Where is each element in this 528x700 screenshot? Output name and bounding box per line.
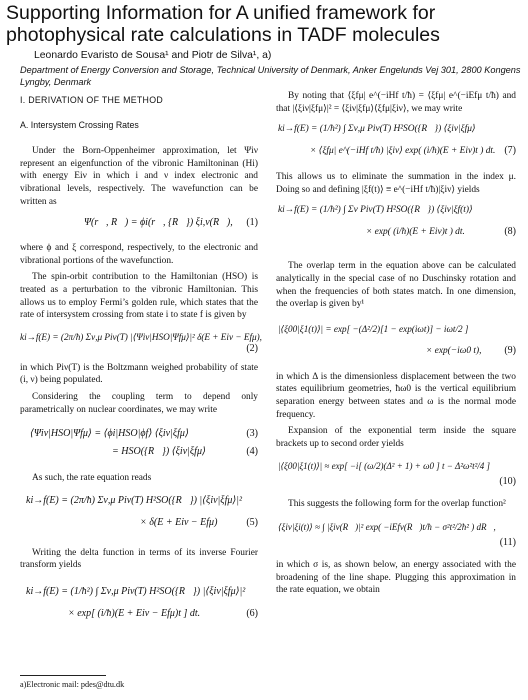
equation-number: (3) (246, 428, 258, 440)
equation-number: (9) (504, 344, 516, 356)
paper-title: Supporting Information for A unified framework for photophysical rate calculations in TADF molecules (6, 2, 440, 46)
paragraph: Writing the delta function in terms of its inverse Fourier transform yields (20, 547, 258, 571)
equation-number: (5) (246, 516, 258, 528)
equation-body: ki→f(E) = (1/ħ²) ∫ Σν Piν(T) H²SO({R⃗}) ⟨ξiν|ξf(t)⟩ (278, 205, 473, 216)
equation-body: × exp(−iω0 t), (426, 345, 482, 356)
paragraph: The overlap term in the equation above can be calculated analytically in the special case of no Duschinsky rotation and when the frequencies of both states match. In one dimension, the overlap is given by¹ (276, 261, 516, 310)
paragraph: Expansion of the exponential term inside the square brackets up to second order yields (276, 426, 516, 449)
equation-number: (2) (246, 342, 258, 354)
equation-body: = HSO({R⃗}) ⟨ξiν|ξfμ⟩ (112, 446, 206, 458)
left-column (20, 90, 262, 634)
equation-number: (8) (504, 226, 516, 238)
affiliation: Department of Energy Conversion and Storage, Technical University of Denmark, Anker Engelunds Vej 301, 2800 Kongens Lyngby, Denmark (20, 65, 521, 87)
equation-number: (11) (499, 536, 516, 548)
footnote-rule (20, 675, 106, 676)
equation-body: ki→f(E) = (1/ħ²) ∫ Σν,μ Piν(T) H²SO({R⃗}) ⟨ξiν|ξfμ⟩ (278, 124, 476, 135)
paragraph: This allows us to eliminate the summation in the index μ. Doing so and defining |ξf(t)⟩ ≡ e^(−iHf t/ħ)|ξiν⟩ yields (276, 172, 516, 195)
equation-6 (20, 584, 258, 628)
equation-body: × δ(E + Eiν − Efμ) (140, 516, 218, 528)
equation-7 (276, 121, 516, 165)
equation-body: |⟨ξ00|ξ1(t)⟩| = exp[ −(Δ²/2)[1 − exp(iωt)] − iωt/2 ] (278, 323, 469, 334)
paragraph: where ϕ and ξ correspond, respectively, to the electronic and vibrational portions of the wavefunction. (20, 243, 258, 266)
equation-3-4 (20, 426, 258, 466)
equation-10 (276, 458, 516, 492)
equation-body: × exp( (i/ħ)(E + Eiν)t ) dt. (366, 227, 465, 238)
paragraph: As such, the rate equation reads (32, 473, 152, 484)
equation-9 (276, 321, 516, 365)
paragraph: in which Piν(T) is the Boltzmann weighed probability of state (i, ν) being populated. (20, 362, 258, 386)
paragraph: The spin-orbit contribution to the Hamiltonian (HSO) is treated as a perturbation to the vibronic Hamiltonian. This allows us to employ Fermi’s golden rule, which states that the rate of intersystem crossing from state i to state f is given by (20, 272, 258, 321)
paragraph: Considering the coupling term to depend only parametrically on nuclear coordinates, we may write (20, 391, 258, 415)
equation-number: (7) (504, 145, 516, 157)
equation-body: ki→f(E) = (2π/ħ) Σν,μ Piν(T) H²SO({R⃗}) |⟨ξiν|ξfμ⟩|² (26, 494, 243, 506)
section-heading: I. DERIVATION OF THE METHOD (20, 95, 163, 105)
equation-body: ⟨ξiν|ξi(t)⟩ ≈ ∫ |ξiν(R⃗)|² exp( −iEfν(R⃗)t/ħ − σ²t²/2ħ² ) dR⃗, (278, 521, 496, 532)
paragraph: Under the Born-Oppenheimer approximation, let Ψiν represent an eigenfunction of the vibronic Hamiltoninan (Hi) with energy Eiν in which i and ν index electronic and vibrational levels, respectively. The wavefunction can be written as (20, 146, 258, 207)
equation-number: (4) (246, 446, 258, 458)
paragraph: This suggests the following form for the overlap function² (288, 499, 506, 510)
equation-1 (20, 214, 258, 236)
paragraph: in which Δ is the dimensionless displacement between the two states equilibrium geometries, ħω0 is the vertical equilibrium separation energy between states and ω is the normal mode frequency. (276, 371, 516, 420)
paragraph: in which σ is, as shown below, an energy associated with the broadening of the line shape. Plugging this approximation in the rate equation, we obtain (276, 559, 516, 596)
equation-8 (276, 202, 516, 246)
equation-number: (1) (246, 217, 258, 229)
equation-2 (20, 328, 262, 356)
equation-number: (10) (499, 476, 516, 488)
footnote: a)Electronic mail: pdes@dtu.dk (20, 680, 125, 689)
equation-11 (276, 519, 516, 553)
equation-number: (6) (246, 607, 258, 619)
equation-body: |⟨ξ00|ξ1(t)⟩| ≈ exp[ −i[ (ω/2)(Δ² + 1) + ω0 ] t − Δ²ω²t²/4 ] (278, 461, 491, 472)
equation-body: ⟨Ψiν|HSO|Ψfμ⟩ = ⟨ϕi|HSO|ϕf⟩ ⟨ξiν|ξfμ⟩ (30, 428, 189, 440)
equation-body: × ⟨ξfμ| e^(−iHf t/ħ) |ξiν⟩ exp( (i/ħ)(E + Eiν)t ) dt. (310, 146, 496, 157)
paragraph: By noting that ⟨ξfμ| e^(−iHf t/ħ) = ⟨ξfμ| e^(−iEfμ t/ħ) and that |⟨ξiν|ξfμ⟩|² = ⟨ξiν|ξfμ⟩⟨ξfμ|ξiν⟩, we may write (276, 91, 516, 114)
equation-body: ki→f(E) = (1/ħ²) ∫ Σν,μ Piν(T) H²SO({R⃗}) |⟨ξiν|ξfμ⟩|² (26, 585, 246, 597)
equation-body: × exp[ (i/ħ)(E + Eiν − Efμ)t ] dt. (68, 607, 201, 619)
equation-5 (20, 493, 258, 537)
author-list: Leonardo Evaristo de Sousa¹ and Piotr de Silva¹, a) (34, 50, 272, 61)
equation-body: Ψ(r⃗, R⃗) = ϕi(r⃗, {R⃗}) ξi,ν(R⃗), (84, 217, 233, 229)
equation-body: ki→f(E) = (2π/ħ) Σν,μ Piν(T) |⟨Ψiν|HSO|Ψfμ⟩|² δ(E + Eiν − Efμ), (20, 331, 262, 342)
subsection-heading: A. Intersystem Crossing Rates (20, 119, 139, 130)
right-column (276, 90, 516, 597)
